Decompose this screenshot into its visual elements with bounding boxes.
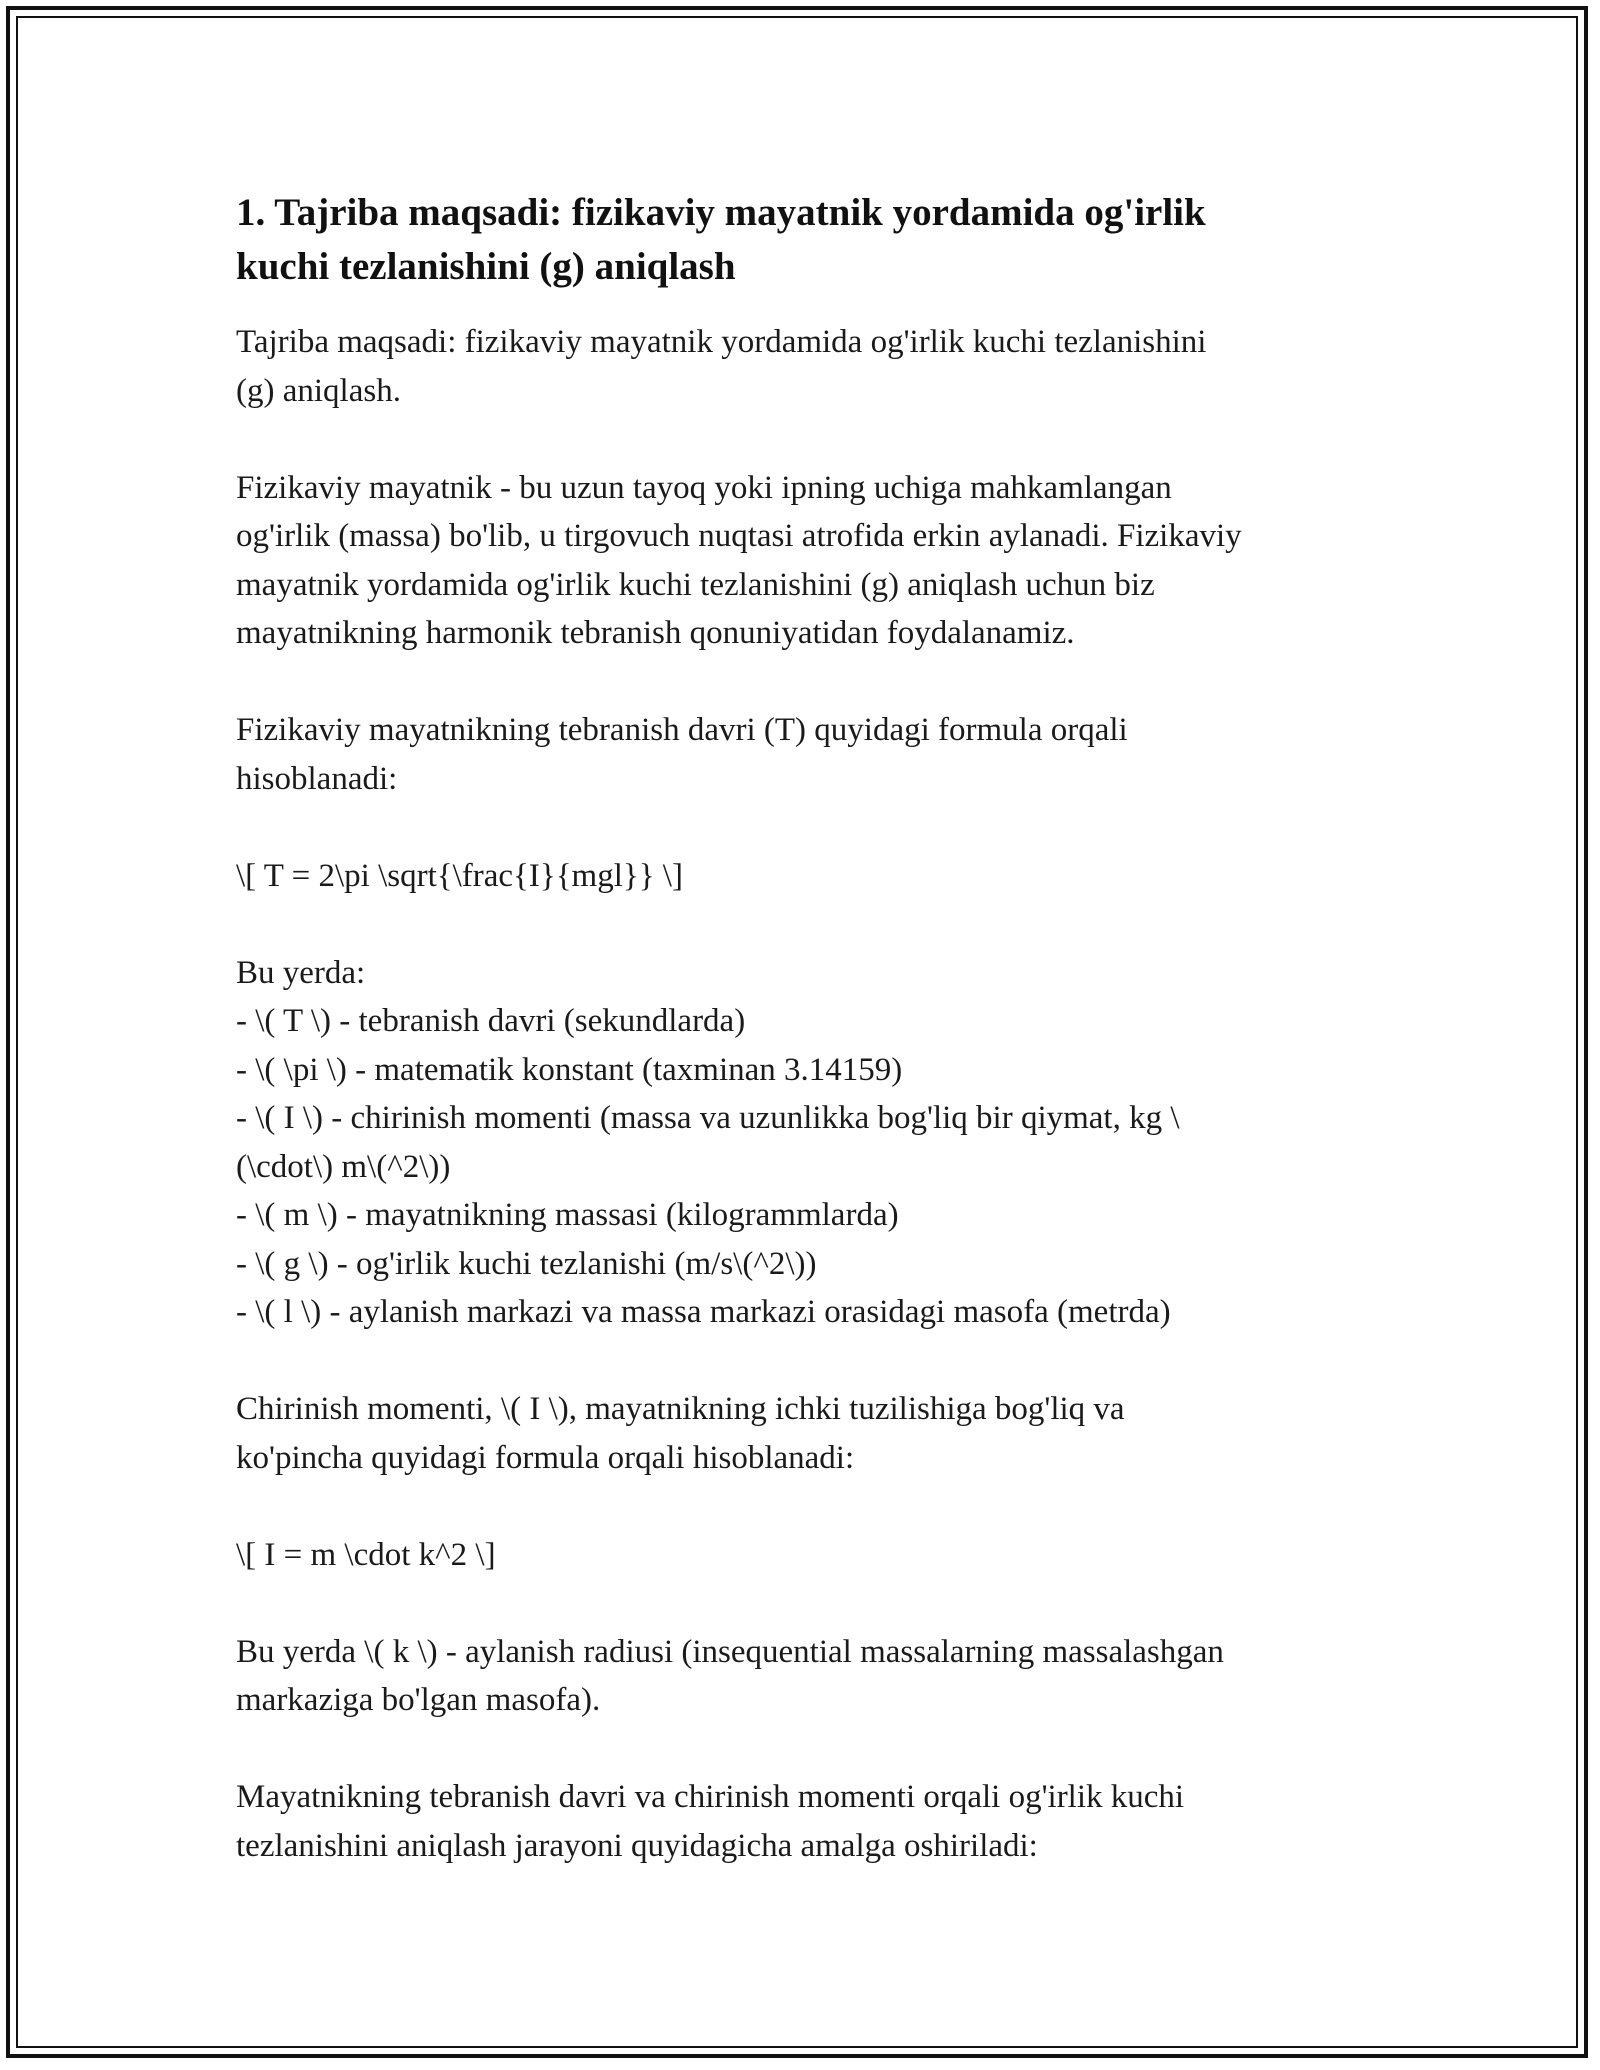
- definition-line: - \( \pi \) - matematik konstant (taxminan 3.14159): [236, 1051, 903, 1088]
- definition-line: - \( l \) - aylanish markazi va massa markazi orasidagi masofa (metrda): [236, 1294, 1171, 1330]
- text-line: hisoblanadi:: [236, 760, 398, 797]
- definition-line: (\cdot\) m\(^2\)): [236, 1148, 451, 1185]
- text-line: mayatnikning harmonik tebranish qonuniyatidan foydalanamiz.: [236, 615, 1075, 651]
- definition-line: - \( T \) - tebranish davri (sekundlarda): [236, 1003, 746, 1039]
- text-line: Mayatnikning tebranish davri va chirinish momenti orqali og'irlik kuchi: [236, 1779, 1185, 1815]
- formula-period: \[ T = 2\pi \sqrt{\frac{I}{mgl}} \]: [236, 857, 683, 894]
- document-body: [236, 186, 1366, 1919]
- definition-line: Bu yerda:: [236, 954, 366, 991]
- text-line: (g) aniqlash.: [236, 372, 401, 409]
- text-line: markaziga bo'lgan masofa).: [236, 1682, 601, 1718]
- paragraph-procedure: [236, 1773, 1366, 1870]
- text-line: Chirinish momenti, \( I \), mayatnikning ichki tuzilishiga bog'liq va: [236, 1391, 1125, 1427]
- definition-line: - \( g \) - og'irlik kuchi tezlanishi (m/s\(^2\)): [236, 1245, 817, 1282]
- heading-line: kuchi tezlanishini (g) aniqlash: [236, 245, 736, 288]
- paragraph-moment-intro: [236, 1385, 1366, 1482]
- text-line: mayatnik yordamida og'irlik kuchi tezlanishini (g) aniqlash uchun biz: [236, 566, 1155, 603]
- heading-line: 1. Tajriba maqsadi: fizikaviy mayatnik yordamida og'irlik: [236, 191, 1206, 234]
- definition-line: - \( I \) - chirinish momenti (massa va uzunlikka bog'liq bir qiymat, kg \: [236, 1100, 1180, 1136]
- paragraph-period-intro: [236, 706, 1366, 803]
- text-line: og'irlik (massa) bo'lib, u tirgovuch nuqtasi atrofida erkin aylanadi. Fizikaviy: [236, 518, 1242, 554]
- text-line: Fizikaviy mayatnik - bu uzun tayoq yoki ipning uchiga mahkamlangan: [236, 469, 1172, 506]
- paragraph-radius: [236, 1628, 1366, 1725]
- section-heading: [236, 186, 1366, 294]
- variable-definitions: [236, 949, 1366, 1337]
- text-line: ko'pincha quyidagi formula orqali hisoblanadi:: [236, 1439, 855, 1476]
- text-line: Bu yerda \( k \) - aylanish radiusi (insequential massalarning massalashgan: [236, 1633, 1224, 1670]
- paragraph-definition: [236, 464, 1366, 658]
- text-line: Fizikaviy mayatnikning tebranish davri (T) quyidagi formula orqali: [236, 712, 1128, 748]
- text-line: tezlanishini aniqlash jarayoni quyidagicha amalga oshiriladi:: [236, 1827, 1038, 1864]
- definition-line: - \( m \) - mayatnikning massasi (kilogrammlarda): [236, 1197, 899, 1233]
- paragraph-aim: [236, 318, 1366, 415]
- text-line: Tajriba maqsadi: fizikaviy mayatnik yordamida og'irlik kuchi tezlanishini: [236, 324, 1207, 360]
- formula-moment: \[ I = m \cdot k^2 \]: [236, 1536, 496, 1573]
